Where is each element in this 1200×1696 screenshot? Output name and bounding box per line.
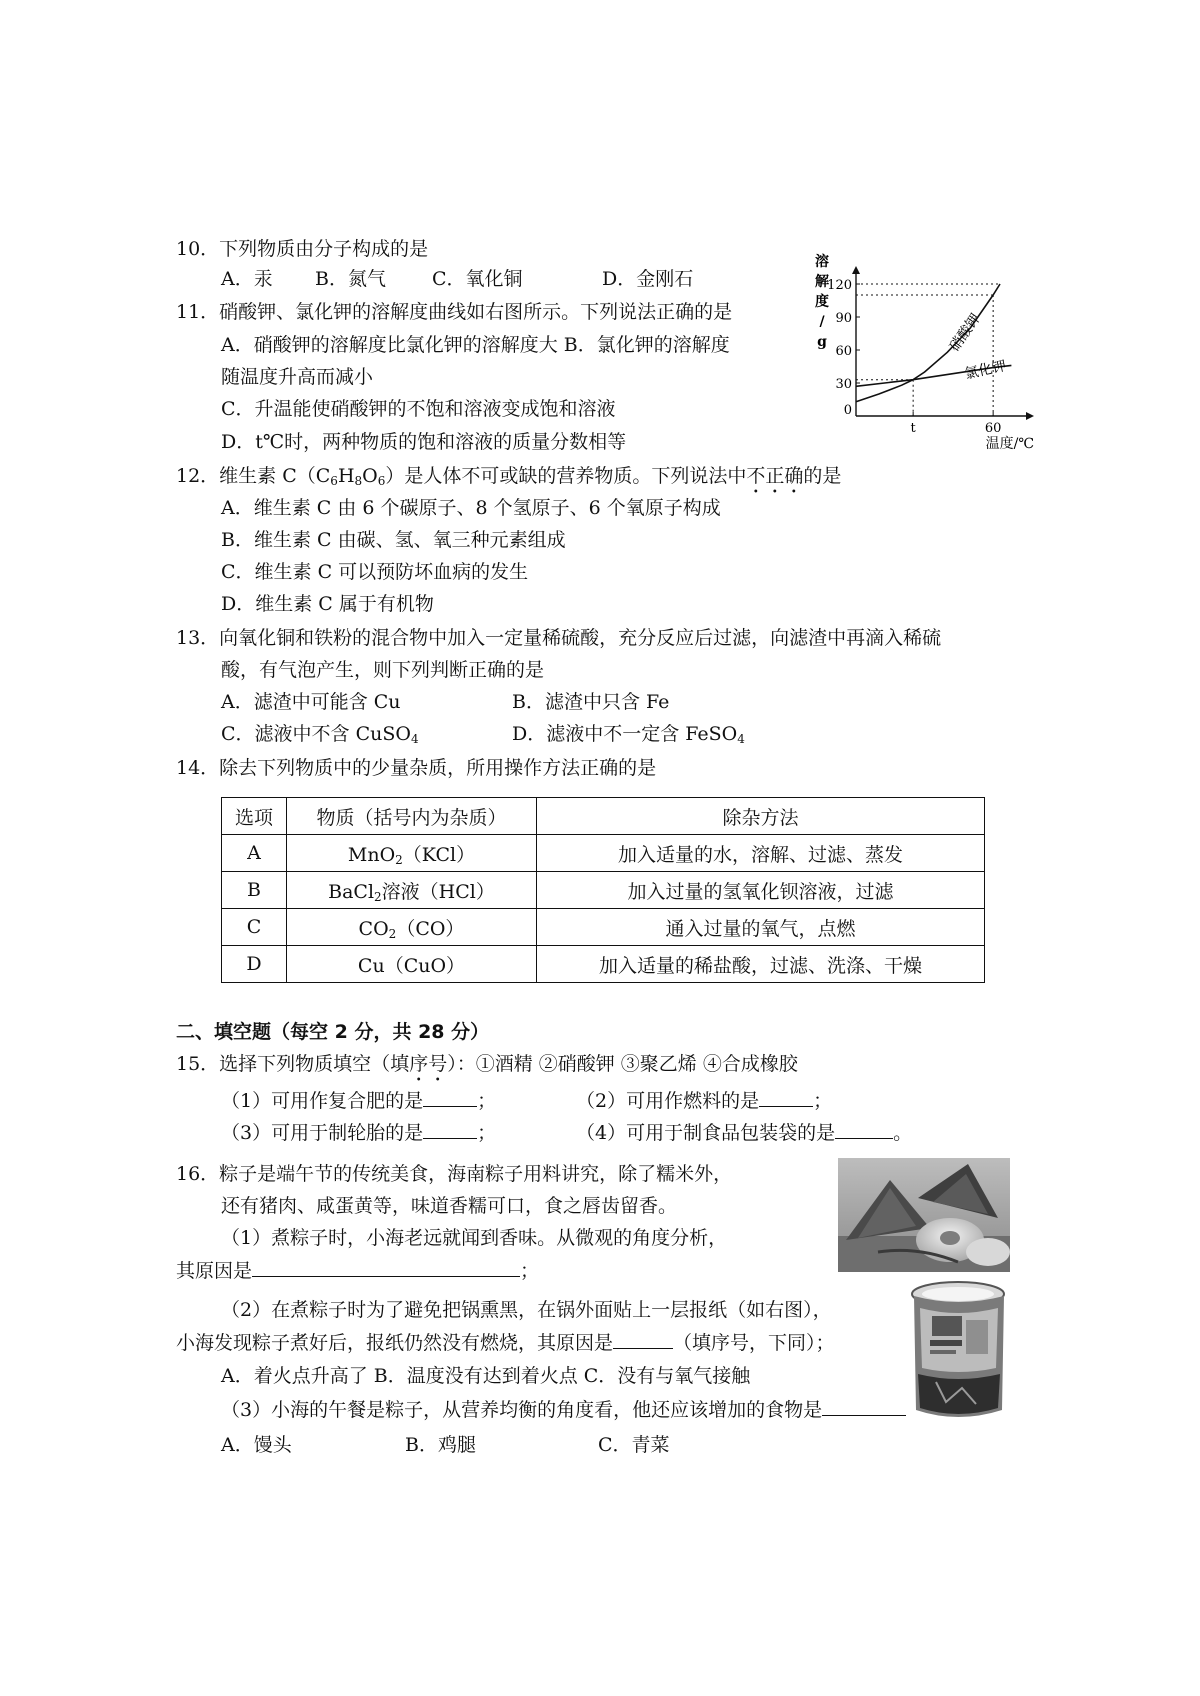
y-axis-label-char: 解 [815,274,829,290]
solubility-chart [812,248,1038,454]
q16-part2-text: （填序号，下同）； [673,1332,835,1354]
table-header: 除杂方法 [537,798,985,835]
table-cell-method: 加入适量的水，溶解、过滤、蒸发 [537,835,985,872]
q12-emphasis: 不正确 [746,465,804,487]
q16-part3-option-a: A．馒头 [221,1434,292,1456]
table-row [222,946,985,983]
q12-stem-part: ）是人体不可或缺的营养物质。下列说法中 [385,465,747,487]
pot-with-newspaper-photo [906,1278,1010,1426]
q16-part3-text: （3）小海的午餐是粽子，从营养均衡的角度看，他还应该增加的食物是 [221,1399,823,1421]
table-cell-substance [287,835,537,872]
q12-subscript: 6 [377,474,386,488]
table-cell-method: 加入适量的稀盐酸，过滤、洗涤、干燥 [537,946,985,983]
q12-subscript: 6 [330,474,338,488]
q14-table [221,797,985,983]
answer-blank[interactable] [613,1330,673,1349]
q15-part3 [221,1120,496,1145]
substance-subscript: 2 [374,889,382,904]
y-tick-label: 60 [835,344,852,359]
q15-punct: 。 [893,1122,913,1144]
q11-option-a-line1: A．硝酸钾的溶解度比氯化钾的溶解度大 B．氯化钾的溶解度 [221,334,730,356]
q15-part1-text: （1）可用作复合肥的是 [221,1090,424,1112]
substance-text: （KCl） [402,843,476,866]
q16-stem-line2: 还有猪肉、咸蛋黄等，味道香糯可口，食之唇齿留香。 [221,1195,678,1217]
table-header: 物质（括号内为杂质） [287,798,537,835]
q13-stem-line2: 酸，有气泡产生，则下列判断正确的是 [221,659,545,681]
substance-subscript: 2 [395,852,403,867]
table-header-row [222,798,985,835]
q13-subscript: 4 [410,732,419,746]
table-cell-option: B [222,872,287,909]
table-cell-option: A [222,835,287,872]
series-label: 硝酸钾 [946,310,984,355]
q12-stem-part: H [337,465,355,487]
table-cell-substance [287,872,537,909]
y-axis-label-char: / [819,314,825,330]
q15-part3-text: （3）可用于制轮胎的是 [221,1122,424,1144]
q10-stem: 10．下列物质由分子构成的是 [176,238,429,260]
y-tick-label: 120 [827,278,852,293]
q11-stem: 11．硝酸钾、氯化钾的溶解度曲线如右图所示。下列说法正确的是 [176,301,733,323]
q14-stem: 14．除去下列物质中的少量杂质，所用操作方法正确的是 [176,757,657,779]
q15-stem [176,1052,798,1086]
y-tick-label: 30 [835,377,852,392]
answer-blank[interactable] [759,1088,813,1107]
q15-punct: ； [813,1090,833,1112]
table-row [222,835,985,872]
table-row [222,909,985,946]
x-axis-arrow [1026,412,1034,420]
substance-text: （CO） [396,917,465,940]
table-row [222,872,985,909]
q13-subscript: 4 [737,732,745,746]
q16-part2-text: 小海发现粽子煮好后，报纸仍然没有燃烧，其原因是 [176,1332,614,1354]
substance-text: BaCl [328,880,375,903]
table-cell-option: D [222,946,287,983]
q15-stem-part: 15．选择下列物质填空（填 [176,1053,410,1075]
y-axis-label-char: g [817,334,827,350]
table-cell-method: 通入过量的氧气，点燃 [537,909,985,946]
y-tick-label: 0 [843,403,852,418]
substance-text: CO [358,917,389,940]
q12-stem-part: 12．维生素 C（C [176,465,331,487]
q10-option-d: D．金刚石 [602,268,694,290]
q13-option-b: B．滤渣中只含 Fe [512,691,670,713]
q12-option-a: A．维生素 C 由 6 个碳原子、8 个氢原子、6 个氧原子构成 [221,497,721,519]
q16-part3-option-c: C．青菜 [598,1434,670,1456]
q12-stem-part: 的是 [803,465,842,487]
q12-stem [176,464,841,498]
q12-option-c: C．维生素 C 可以预防坏血病的发生 [221,561,529,583]
y-tick-label: 90 [835,311,852,326]
substance-text: MnO [347,843,396,866]
table-cell-option: C [222,909,287,946]
y-axis-arrow [852,266,860,274]
answer-blank[interactable] [423,1120,477,1139]
q15-part1 [221,1088,496,1113]
q12-option-d: D．维生素 C 属于有机物 [221,593,434,615]
q15-part2 [576,1088,832,1113]
answer-blank[interactable] [252,1258,520,1277]
q10-option-b: B．氮气 [315,268,386,290]
substance-text: Cu（CuO） [357,954,466,977]
zongzi-photo [838,1158,1010,1272]
q16-part2-line2 [176,1330,835,1355]
y-axis-label-char: 溶 [815,254,829,270]
q12-option-b: B．维生素 C 由碳、氢、氧三种元素组成 [221,529,566,551]
answer-blank[interactable] [835,1120,893,1139]
q12-subscript: 8 [354,474,363,488]
q16-part2-line1: （2）在煮粽子时为了避免把锅熏黑，在锅外面贴上一层报纸（如右图）， [221,1299,832,1321]
q16-part3-line [221,1397,941,1422]
q11-option-c: C．升温能使硝酸钾的不饱和溶液变成饱和溶液 [221,398,616,420]
table-cell-substance [287,946,537,983]
q10-option-a: A．汞 [221,268,273,290]
q13-option-d-text: D．滤液中不一定含 FeSO [512,723,738,745]
q13-option-c [221,722,419,751]
series-label: 氯化钾 [963,358,1008,383]
substance-subscript: 2 [388,926,397,941]
q16-stem-line1: 16．粽子是端午节的传统美食，海南粽子用料讲究，除了糯米外， [176,1163,733,1185]
q15-part4 [576,1120,912,1145]
q11-option-d: D．t℃时，两种物质的饱和溶液的质量分数相等 [221,431,627,453]
substance-text: 溶液（HCl） [381,880,495,903]
q15-punct: ； [477,1090,497,1112]
table-cell-substance [287,909,537,946]
q13-stem-line1: 13．向氧化铜和铁粉的混合物中加入一定量稀硫酸，充分反应后过滤，向滤渣中再滴入稀硫 [176,627,942,649]
q15-part2-text: （2）可用作燃料的是 [576,1090,760,1112]
q16-part2-options: A．着火点升高了 B．温度没有达到着火点 C．没有与氧气接触 [221,1365,751,1387]
table-cell-method: 加入过量的氢氧化钡溶液，过滤 [537,872,985,909]
q15-emphasis: 序号 [409,1053,448,1075]
y-axis-label-char: 度 [815,294,829,310]
x-tick-label: 60 [984,421,1002,436]
q10-option-c: C．氧化铜 [432,268,523,290]
q15-stem-part: ）：①酒精 ②硝酸钾 ③聚乙烯 ④合成橡胶 [447,1053,798,1075]
answer-blank[interactable] [423,1088,477,1107]
q16-part1-line2 [176,1258,539,1283]
q11-option-a-line2: 随温度升高而减小 [221,366,374,388]
x-axis-label: 温度/℃ [985,436,1034,452]
section-heading: 二、填空题（每空 2 分，共 28 分） [176,1021,490,1043]
q15-punct: ； [477,1122,497,1144]
q16-part3-option-b: B．鸡腿 [405,1434,476,1456]
q13-option-a: A．滤渣中可能含 Cu [221,691,401,713]
q16-part1-line1: （1）煮粽子时，小海老远就闻到香味。从微观的角度分析， [221,1227,728,1249]
x-tick-label: t [910,421,916,436]
q12-stem-part: O [362,465,378,487]
table-header: 选项 [222,798,287,835]
q16-part1-text: 其原因是 [176,1260,253,1282]
q13-option-c-text: C．滤液中不含 CuSO [221,723,411,745]
q15-part4-text: （4）可用于制食品包装袋的是 [576,1122,836,1144]
q13-option-d [512,722,745,751]
q16-punct: ； [520,1260,540,1282]
